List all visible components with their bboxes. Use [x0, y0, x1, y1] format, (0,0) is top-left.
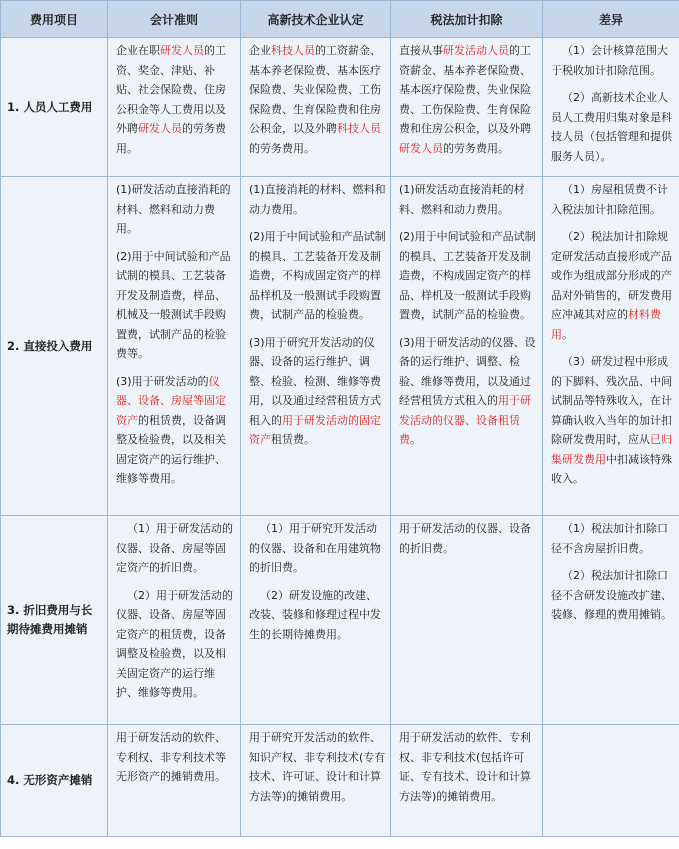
- cell-paragraph: [116, 586, 236, 703]
- text-segment: 租赁费。: [271, 433, 315, 446]
- cell-accounting-standard: [108, 38, 241, 177]
- cell-tax-super-deduction: [391, 177, 543, 516]
- cell-paragraph: [551, 41, 675, 80]
- row-label: 1. 人员人工费用: [1, 38, 108, 177]
- cell-paragraph: [249, 227, 386, 325]
- row-personnel-costs: [1, 38, 679, 177]
- cell-difference: [543, 38, 679, 177]
- cell-paragraph: [116, 728, 236, 787]
- row-label: 2. 直接投入费用: [1, 177, 108, 516]
- cell-difference: [543, 516, 679, 725]
- text-segment: 用于研发活动的仪器、设备的折旧费。: [399, 522, 531, 555]
- cell-paragraph: [116, 41, 236, 158]
- cell-paragraph: [399, 180, 538, 219]
- text-segment: （1）用于研发活动的仪器、设备、房屋等固定资产的折旧费。: [116, 522, 233, 574]
- cell-paragraph: [551, 519, 675, 558]
- text-segment: （1）税法加计扣除口径不含房屋折旧费。: [551, 522, 668, 555]
- cell-paragraph: [249, 333, 386, 450]
- row-direct-input-costs: [1, 177, 679, 516]
- cell-paragraph: [249, 519, 386, 578]
- text-segment: （1）会计核算范围大于税收加计扣除范围。: [551, 44, 668, 77]
- text-segment: (3)用于研究开发活动的仪器、设备的运行维护、调整、检验、检测、维修等费用，以及通过经营租赁方式租入的: [249, 335, 381, 427]
- highlighted-term: 用于研发活动的仪器、设备租赁费: [399, 394, 531, 446]
- text-segment: (2)用于中间试验和产品试制的模具、工艺装备开发及制造费，样品、机械及一般测试手段购置费，试制产品的检验费等。: [116, 249, 231, 360]
- row-intangible-amortization: [1, 725, 679, 837]
- highlighted-term: 仪器、设备、房屋等固定资产: [116, 374, 226, 427]
- cell-tax-super-deduction: [391, 516, 543, 725]
- text-segment: (1)研发活动直接消耗的材料、燃料和动力费用。: [399, 183, 525, 216]
- row-depreciation-amortization: [1, 516, 679, 725]
- text-segment: （2）研发设施的改建、改装、装修和修理过程中发生的长期待摊费用。: [249, 588, 381, 641]
- cell-high-tech-certification: [241, 516, 391, 725]
- text-segment: 。: [562, 327, 573, 341]
- cell-high-tech-certification: [241, 177, 391, 516]
- text-segment: (3)用于研发活动的仪器、设备的运行维护、调整、检验、维修等费用，以及通过经营租赁方式租入的: [399, 335, 536, 407]
- text-segment: (1)直接消耗的材料、燃料和动力费用。: [249, 183, 386, 216]
- cell-high-tech-certification: [241, 38, 391, 177]
- cell-paragraph: [399, 519, 538, 558]
- cell-difference: [543, 725, 679, 837]
- text-segment: 企业在职: [116, 44, 160, 57]
- text-segment: 的劳务费用。: [443, 141, 509, 155]
- text-segment: （2）高新技术企业人员人工费用归集对象是科技人员（包括管理和提供服务人员）。: [551, 91, 672, 163]
- text-segment: （2）税法加计扣除口径不含研发设施改扩建、装修、修理的费用摊销。: [551, 569, 672, 621]
- cell-paragraph: [249, 586, 386, 645]
- row-label: 4. 无形资产摊销: [1, 725, 108, 837]
- text-segment: （2）用于研发活动的仪器、设备、房屋等固定资产的租赁费，设备调整及检验费，以及相关固定资产的运行维护、维修等费用。: [116, 588, 233, 699]
- cell-paragraph: [551, 88, 675, 166]
- cell-accounting-standard: [108, 516, 241, 725]
- text-segment: （1）用于研究开发活动的仪器、设备和在用建筑物的折旧费。: [249, 522, 381, 574]
- text-segment: (2)用于中间试验和产品试制的模具、工艺装备开发及制造费，不构成固定资产的样品、样机及一般测试手段购置费，试制产品的检验费。: [399, 230, 536, 321]
- cell-paragraph: [399, 227, 538, 325]
- cell-accounting-standard: [108, 177, 241, 516]
- highlighted-term: 研发人员: [399, 141, 443, 155]
- cell-accounting-standard: [108, 725, 241, 837]
- text-segment: （1）房屋租赁费不计入税法加计扣除范围。: [551, 183, 668, 216]
- cell-difference: [543, 177, 679, 516]
- text-segment: （3）研发过程中形成的下脚料、残次品、中间试制品等特殊收入，在计算确认收入当年的加计扣除研发费用时，应从: [551, 355, 672, 446]
- text-segment: 用于研发活动的软件、专利权、非专利技术(包括许可证、专有技术、设计和计算方法等)的摊销费用。: [399, 731, 531, 803]
- header-tax-super-deduction: 税法加计扣除: [391, 1, 543, 38]
- cell-paragraph: [399, 41, 538, 158]
- text-segment: 的租赁费，设备调整及检验费，以及相关固定资产的运行维护、维修等费用。: [116, 413, 226, 485]
- text-segment: (2)用于中间试验和产品试制的模具、工艺装备开发及制造费，不构成固定资产的样品样机及一般测试手段购置费，试制产品的检验费。: [249, 230, 386, 321]
- cell-paragraph: [551, 180, 675, 219]
- cell-high-tech-certification: [241, 725, 391, 837]
- cell-tax-super-deduction: [391, 725, 543, 837]
- row-label: 3. 折旧费用与长期待摊费用摊销: [1, 516, 108, 725]
- header-high-tech-certification: 高新技术企业认定: [241, 1, 391, 38]
- text-segment: 的工资薪金、基本养老保险费、基本医疗保险费、失业保险费、工伤保险费、生育保险费和住房公积金，以及外聘: [249, 44, 381, 135]
- highlighted-term: 研发人员: [138, 122, 182, 135]
- cell-paragraph: [116, 247, 236, 364]
- cell-paragraph: [116, 372, 236, 489]
- cell-paragraph: [399, 728, 538, 806]
- text-segment: 的劳务费用。: [116, 122, 226, 155]
- cell-paragraph: [249, 180, 386, 219]
- cell-paragraph: [551, 352, 675, 489]
- highlighted-term: 已归集研发费用: [551, 433, 672, 466]
- cell-paragraph: [551, 566, 675, 625]
- cell-paragraph: [551, 227, 675, 344]
- header-expense-item: 费用项目: [1, 1, 108, 38]
- text-segment: 的工资、奖金、津贴、补贴、社会保险费、住房公积金等人工费用以及外聘: [116, 44, 226, 135]
- text-segment: 用于研究开发活动的软件、知识产权、非专利技术(专有技术、许可证、设计和计算方法等)的摊销费用。: [249, 731, 386, 803]
- cell-paragraph: [249, 41, 386, 158]
- text-segment: 用于研发活动的软件、专利权、非专利技术等无形资产的摊销费用。: [116, 731, 226, 783]
- cell-paragraph: [116, 180, 236, 239]
- cell-paragraph: [116, 519, 236, 578]
- header-accounting-standard: 会计准则: [108, 1, 241, 38]
- highlighted-term: 材料费用: [551, 308, 661, 341]
- text-segment: 中扣减该特殊收入。: [551, 452, 672, 485]
- text-segment: 。: [410, 433, 421, 446]
- text-segment: （2）税法加计扣除规定研发活动直接形成产品或作为组成部分形成的产品对外销售的，研发费用应冲减其对应的: [551, 230, 672, 321]
- highlighted-term: 研发活动人员: [443, 44, 509, 57]
- text-segment: (1)研发活动直接消耗的材料、燃料和动力费用。: [116, 183, 231, 235]
- text-segment: 的工资薪金、基本养老保险费、基本医疗保险费、失业保险费、工伤保险费、生育保险费和住房公积金，以及外聘: [399, 44, 531, 135]
- text-segment: (3)用于研发活动的: [116, 374, 209, 388]
- header-difference: 差异: [543, 1, 679, 38]
- cell-paragraph: [399, 333, 538, 450]
- highlighted-term: 科技人员: [337, 122, 381, 135]
- text-segment: 的劳务费用。: [249, 141, 315, 155]
- text-segment: 直接从事: [399, 44, 443, 57]
- cell-paragraph: [249, 728, 386, 806]
- header-row: [1, 1, 679, 38]
- highlighted-term: 科技人员: [271, 44, 315, 57]
- cell-tax-super-deduction: [391, 38, 543, 177]
- highlighted-term: 研发人员: [160, 44, 204, 57]
- highlighted-term: 用于研发活动的固定资产: [249, 413, 381, 446]
- text-segment: 企业: [249, 44, 271, 57]
